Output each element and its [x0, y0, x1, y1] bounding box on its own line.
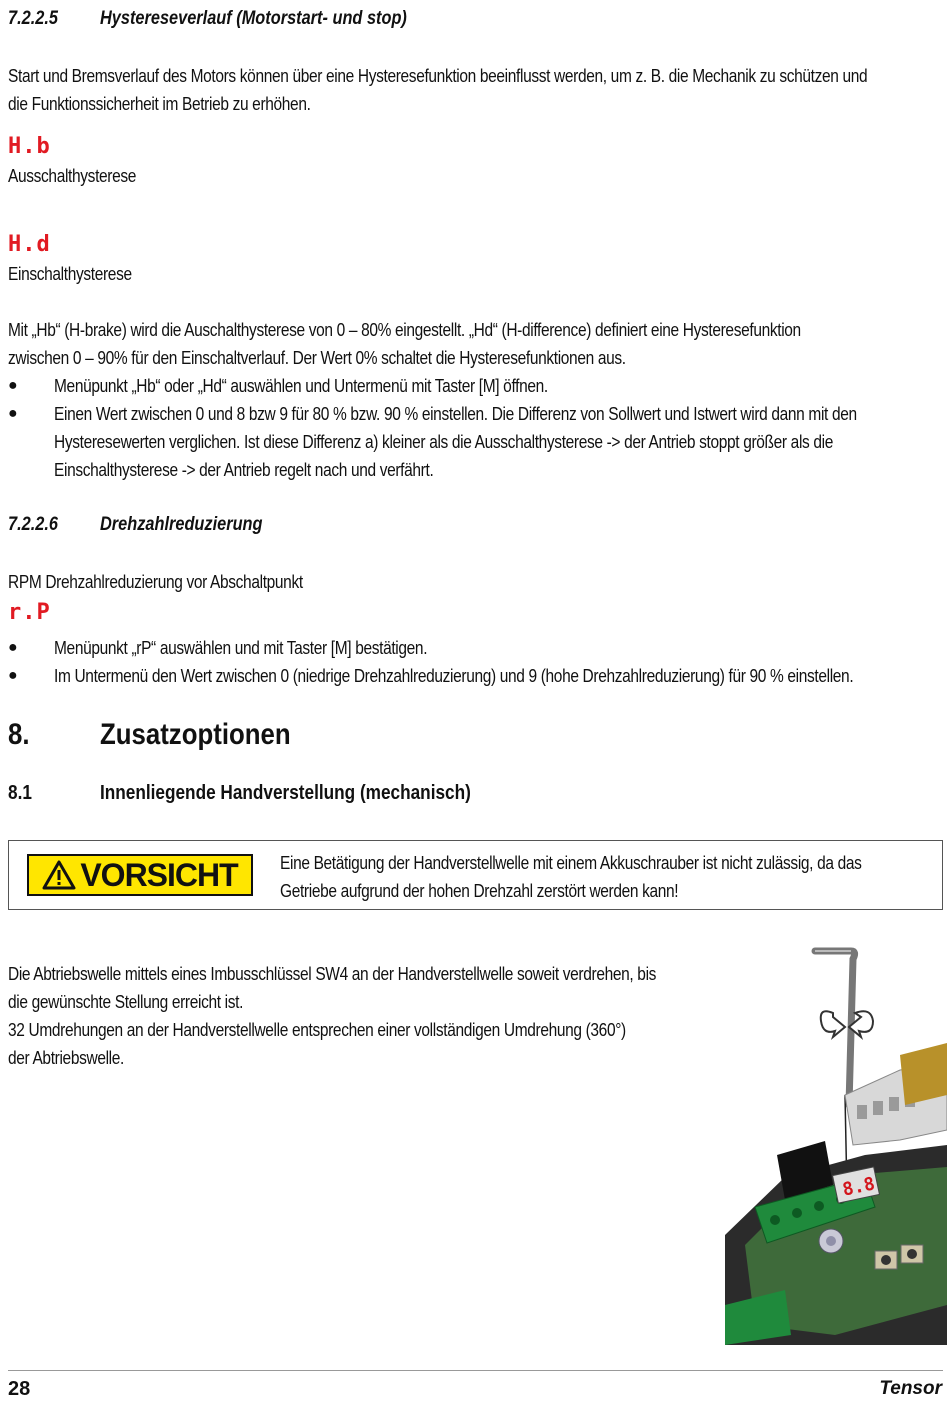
- chapter-title: Zusatzoptionen: [100, 718, 291, 751]
- text-line: Mit „Hb“ (H-brake) wird die Auschalthysterese von 0 – 80% eingestellt. „Hd“ (H-difference) definiert eine Hysteresefunktion: [8, 320, 801, 340]
- list-item-text: Menüpunkt „Hb“ oder „Hd“ auswählen und Untermenü mit Taster [M] öffnen.: [54, 376, 548, 396]
- caution-label: [27, 854, 253, 896]
- section-title: Innenliegende Handverstellung (mechanisch): [100, 782, 471, 804]
- display-code-hd: H.d: [8, 232, 51, 257]
- list-item: [8, 372, 950, 400]
- chapter-heading-8: [8, 718, 291, 752]
- text-line: der Abtriebswelle.: [8, 1048, 125, 1068]
- section-heading-7-2-2-6: [8, 514, 263, 536]
- caution-text: VORSICHT: [80, 856, 238, 893]
- list-item-text: Im Untermenü den Wert zwischen 0 (niedrige Drehzahlreduzierung) und 9 (hohe Drehzahlreduzierung) für 90 % einstellen.: [54, 666, 854, 686]
- display-code-rp: r.P: [8, 600, 51, 625]
- section-heading-8-1: [8, 782, 471, 805]
- bullet-dot: ●: [8, 405, 18, 422]
- hysteresis-paragraph: [8, 316, 930, 372]
- warning-triangle-icon: [42, 860, 76, 890]
- board-display-value: 8.8: [840, 1173, 877, 1201]
- bullet-dot: ●: [8, 377, 18, 394]
- bullet-list-rpm: [8, 634, 950, 690]
- display-code-hb: H.b: [8, 134, 51, 159]
- warning-text: [280, 849, 950, 905]
- section-title: Hystereseverlauf (Motorstart- und stop): [100, 8, 407, 29]
- list-item-text: Einen Wert zwischen 0 und 8 bzw 9 für 80 % bzw. 90 % einstellen. Die Differenz von Sollwert und Istwert wird dann mit den: [54, 404, 857, 424]
- section-number: 7.2.2.5: [8, 8, 58, 29]
- rotation-arrows-icon: [821, 1011, 873, 1037]
- section-heading-7-2-2-5: [8, 8, 407, 30]
- text-line: die gewünschte Stellung erreicht ist.: [8, 992, 244, 1012]
- warning-box: [8, 840, 943, 910]
- bullet-dot: ●: [8, 667, 18, 684]
- rpm-intro: RPM Drehzahlreduzierung vor Abschaltpunkt: [8, 572, 303, 592]
- list-item: [8, 400, 950, 484]
- text-line: Start und Bremsverlauf des Motors können über eine Hysteresefunktion beeinflusst werden, um z. B. die Mechanik zu schützen und: [8, 66, 868, 86]
- text-line: 32 Umdrehungen an der Handverstellwelle entsprechen einer vollständigen Umdrehung (360°): [8, 1020, 626, 1040]
- section-number: 7.2.2.6: [8, 514, 58, 535]
- bullet-dot: ●: [8, 639, 18, 656]
- text-line: Eine Betätigung der Handverstellwelle mit einem Akkuschrauber ist nicht zulässig, da das: [280, 853, 862, 873]
- list-item: [8, 634, 950, 662]
- text-line: Die Abtriebswelle mittels eines Imbusschlüssel SW4 an der Handverstellwelle soweit verdrehen, bis: [8, 964, 657, 984]
- list-item-text: Hysteresewerten verglichen. Ist diese Differenz a) kleiner als die Ausschalthysterese -> der Antrieb stoppt größer als die: [54, 432, 834, 452]
- list-item-text: Menüpunkt „rP“ auswählen und mit Taster [M] bestätigen.: [54, 638, 428, 658]
- manual-adjust-paragraph: [8, 960, 762, 1072]
- label-einschalthysterese: Einschalthysterese: [8, 264, 132, 284]
- page-number: 28: [8, 1378, 31, 1400]
- bullet-list-hysteresis: [8, 372, 950, 484]
- text-line: die Funktionssicherheit im Betrieb zu erhöhen.: [8, 94, 311, 114]
- text-line: Getriebe aufgrund der hohen Drehzahl zerstört werden kann!: [280, 881, 679, 901]
- intro-paragraph: [8, 62, 950, 118]
- footer-divider: [8, 1370, 943, 1371]
- label-ausschalthysterese: Ausschalthysterese: [8, 166, 137, 186]
- hex-key-board-illustration: [725, 945, 947, 1345]
- list-item: [8, 662, 950, 690]
- list-item-text: Einschalthysterese -> der Antrieb regelt nach und verfährt.: [54, 460, 434, 480]
- brand-name: Tensor: [879, 1378, 942, 1399]
- section-number: 8.1: [8, 782, 32, 804]
- chapter-number: 8.: [8, 718, 30, 751]
- section-title: Drehzahlreduzierung: [100, 514, 263, 535]
- text-line: zwischen 0 – 90% für den Einschaltverlauf. Der Wert 0% schaltet die Hysteresefunktionen aus.: [8, 348, 626, 368]
